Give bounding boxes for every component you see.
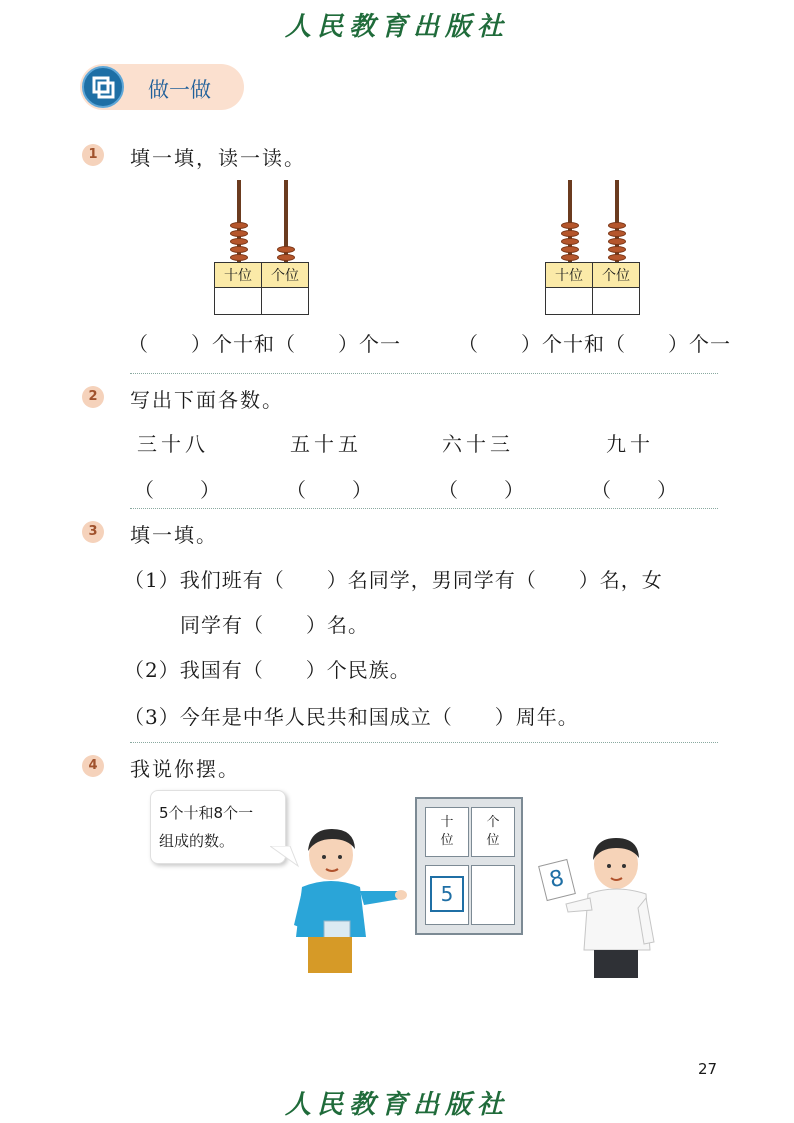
answer-blank-3[interactable]: （ ） [438, 478, 526, 502]
fill-blank-right: （ ）个十和（ ）个一 [458, 332, 731, 356]
ones-answer-box[interactable] [593, 288, 640, 315]
publisher-header: 人民教育出版社 [284, 12, 509, 42]
page-number: 27 [698, 1060, 718, 1078]
question-3-text: 填一填。 [130, 523, 218, 547]
question-3-item-1: （1）我们班有（ ）名同学，男同学有（ ）名，女 [124, 568, 663, 592]
speech-bubble [150, 790, 286, 864]
question-number-3: 3 [82, 521, 104, 543]
tens-answer-box[interactable] [215, 288, 262, 315]
question-number-1: 1 [82, 144, 104, 166]
abacus-bead [561, 238, 579, 245]
digit-card-held[interactable]: 8 [538, 859, 576, 901]
abacus-bead [608, 254, 626, 261]
abacus-bead [277, 246, 295, 253]
number-word-2: 五十五 [290, 432, 362, 456]
abacus-bead [230, 222, 248, 229]
question-4-text: 我说你摆。 [130, 757, 240, 781]
separator [130, 742, 718, 743]
board-ones-slot[interactable] [471, 865, 515, 925]
tens-header: 十位 [215, 263, 262, 288]
question-number-2: 2 [82, 386, 104, 408]
answer-blank-4[interactable]: （ ） [591, 478, 679, 502]
abacus-bead [608, 246, 626, 253]
board-tens-slot[interactable] [425, 865, 469, 925]
abacus-bead [608, 222, 626, 229]
separator [130, 508, 718, 509]
question-1-text: 填一填，读一读。 [130, 146, 306, 170]
place-value-board [415, 797, 523, 935]
abacus-bead [230, 230, 248, 237]
question-3-item-1-cont: 同学有（ ）名。 [180, 613, 369, 637]
question-3-item-2: （2）我国有（ ）个民族。 [124, 658, 411, 682]
question-3-item-3: （3）今年是中华人民共和国成立（ ）周年。 [124, 705, 579, 729]
place-value-table-left [214, 262, 309, 315]
abacus-bead [561, 222, 579, 229]
place-value-table-right [545, 262, 640, 315]
abacus-bead [230, 254, 248, 261]
answer-blank-2[interactable]: （ ） [286, 478, 374, 502]
number-word-1: 三十八 [137, 432, 209, 456]
ones-answer-box[interactable] [262, 288, 309, 315]
digit-card-tens[interactable]: 5 [430, 876, 464, 912]
board-ones-label: 个位 [471, 807, 515, 857]
question-2-text: 写出下面各数。 [130, 388, 284, 412]
speech-line-1: 5个十和8个一 [159, 804, 254, 822]
abacus-bead [561, 230, 579, 237]
boy-speaking-illustration [288, 825, 408, 977]
abacus-bead [608, 230, 626, 237]
ones-header: 个位 [262, 263, 309, 288]
section-title: 做一做 [148, 78, 211, 102]
board-tens-label: 十位 [425, 807, 469, 857]
separator [130, 373, 718, 374]
abacus-left [214, 178, 314, 263]
tens-header: 十位 [546, 263, 593, 288]
abacus-bead [608, 238, 626, 245]
abacus-bead [230, 238, 248, 245]
abacus-bead [561, 254, 579, 261]
answer-blank-1[interactable]: （ ） [134, 478, 222, 502]
fill-blank-left: （ ）个十和（ ）个一 [128, 332, 401, 356]
abacus-bead [230, 246, 248, 253]
abacus-bead [277, 254, 295, 261]
publisher-footer: 人民教育出版社 [284, 1090, 509, 1120]
boy-with-card-illustration [532, 832, 662, 982]
abacus-right [545, 178, 645, 263]
ones-header: 个位 [593, 263, 640, 288]
question-number-4: 4 [82, 755, 104, 777]
tens-answer-box[interactable] [546, 288, 593, 315]
speech-line-2: 组成的数。 [159, 832, 235, 850]
abacus-bead [561, 246, 579, 253]
activity-icon [82, 66, 124, 108]
number-word-4: 九十 [606, 432, 654, 456]
number-word-3: 六十三 [442, 432, 514, 456]
